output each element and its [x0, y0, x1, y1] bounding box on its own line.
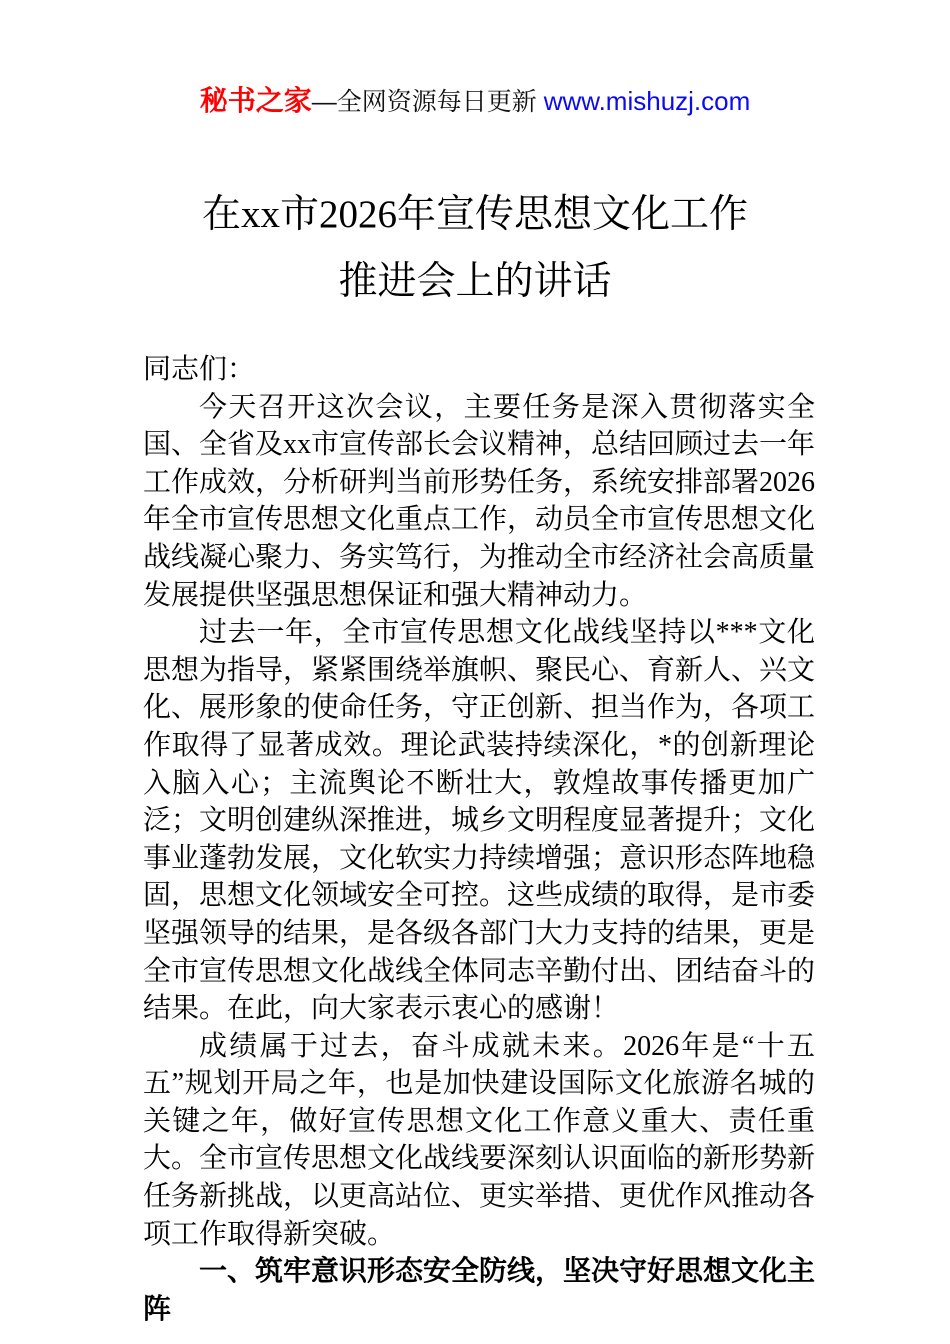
section-heading: 一、筑牢意识形态安全防线，坚决守好思想文化主阵 [143, 1256, 816, 1325]
site-brand: 秘书之家 [199, 85, 312, 116]
paragraph-3: 成绩属于过去，奋斗成就未来。2026年是“十五五”规划开局之年，也是加快建设国际文化旅游名城的关键之年，做好宣传思想文化工作意义重大、责任重大。全市宣传思想文化战线要深刻认识面临的新形势新任务新挑战，以更高站位、更实举措、更优作风推动各项工作取得新突破。 [143, 1030, 816, 1250]
document-title [0, 181, 950, 315]
document-body [143, 351, 815, 1328]
paragraph-2: 过去一年，全市宣传思想文化战线坚持以***文化思想为指导，紧紧围绕举旗帜、聚民心、育新人、兴文化、展形象的使命任务，守正创新、担当作为，各项工作取得了显著成效。理论武装持续深化，*的创新理论入脑入心；主流舆论不断壮大，敦煌故事传播更加广泛；文明创建纵深推进，城乡文明程度显著提升；文化事业蓬勃发展，文化软实力持续增强；意识形态阵地稳固，思想文化领域安全可控。这些成绩的取得，是市委坚强领导的结果，是各级各部门大力支持的结果，更是全市宣传思想文化战线全体同志辛勤付出、团结奋斗的结果。在此，向大家表示衷心的感谢！ [143, 617, 816, 1025]
paragraph-1: 今天召开这次会议，主要任务是深入贯彻落实全国、全省及xx市宣传部长会议精神，总结回顾过去一年工作成效，分析研判当前形势任务，系统安排部署2026年全市宣传思想文化重点工作，动员全市宣传思想文化战线凝心聚力、务实笃行，为推动全市经济社会高质量发展提供坚强思想保证和强大精神动力。 [143, 391, 816, 611]
title-line-2: 推进会上的讲话 [338, 260, 612, 303]
site-url-link[interactable]: www.mishuzj.com [543, 86, 751, 116]
salutation: 同志们： [143, 354, 256, 385]
site-header [0, 0, 950, 119]
site-tagline: —全网资源每日更新 [311, 88, 544, 116]
title-line-1: 在xx市2026年宣传思想文化工作 [201, 193, 748, 236]
